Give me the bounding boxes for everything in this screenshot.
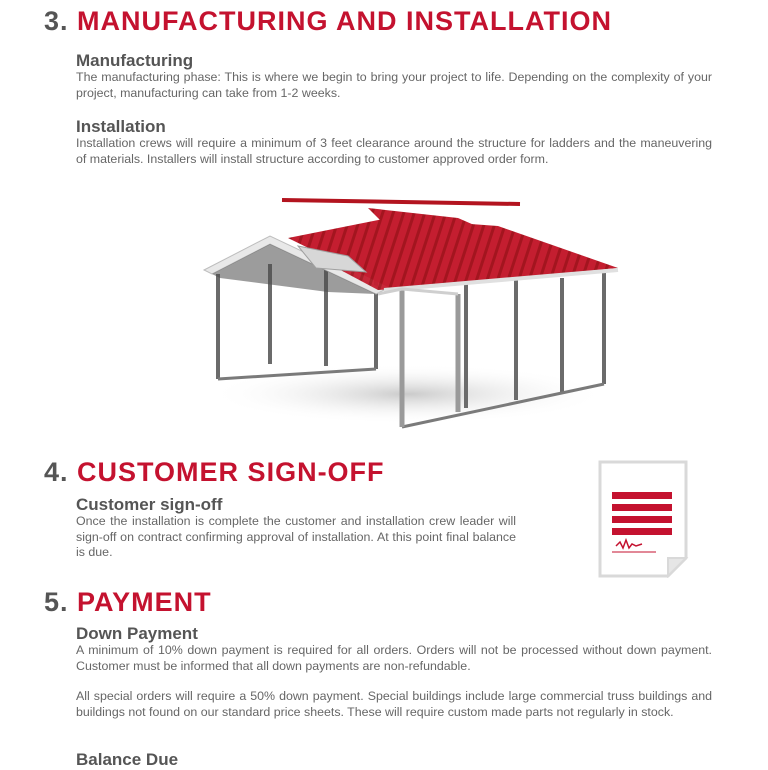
- section-4-heading: [44, 456, 385, 488]
- section-3-title: MANUFACTURING AND INSTALLATION: [77, 6, 612, 36]
- down-payment-text-1: A minimum of 10% down payment is required for all orders. Orders will not be processed without down payment. Customer must be informed that all down payments are non-refundable.: [76, 643, 712, 673]
- customer-signoff-heading: Customer sign-off: [76, 495, 223, 514]
- customer-signoff-text: Once the installation is complete the customer and installation crew leader will sign-off on contract confirming approval of installation. At this point final balance is due.: [76, 514, 516, 560]
- signed-document-icon: [598, 460, 690, 578]
- section-5-number: 5.: [44, 587, 69, 617]
- installation-text: Installation crews will require a minimum of 3 feet clearance around the structure for ladders and the maneuvering of materials. Installers will install structure according to customer approved order form.: [76, 136, 712, 166]
- manufacturing-heading: Manufacturing: [76, 51, 194, 70]
- down-payment-text-2: All special orders will require a 50% down payment. Special buildings include large commercial truss buildings and buildings not found on our standard price sheets. These will require custom made parts not regularly in stock.: [76, 689, 712, 719]
- installation-heading: Installation: [76, 117, 166, 136]
- section-4-title: CUSTOMER SIGN-OFF: [77, 457, 385, 487]
- balance-due-heading: Balance Due: [76, 750, 179, 769]
- down-payment-heading: Down Payment: [76, 624, 198, 643]
- section-5-title: PAYMENT: [77, 587, 212, 617]
- manufacturing-text: The manufacturing phase: This is where we begin to bring your project to life. Depending on the complexity of your project, manufacturing can take from 1-2 weeks.: [76, 70, 712, 100]
- section-5-heading: [44, 586, 212, 618]
- section-3-heading: [44, 5, 612, 37]
- section-4-number: 4.: [44, 457, 69, 487]
- carport-illustration-icon: [198, 194, 628, 434]
- section-3-number: 3.: [44, 6, 69, 36]
